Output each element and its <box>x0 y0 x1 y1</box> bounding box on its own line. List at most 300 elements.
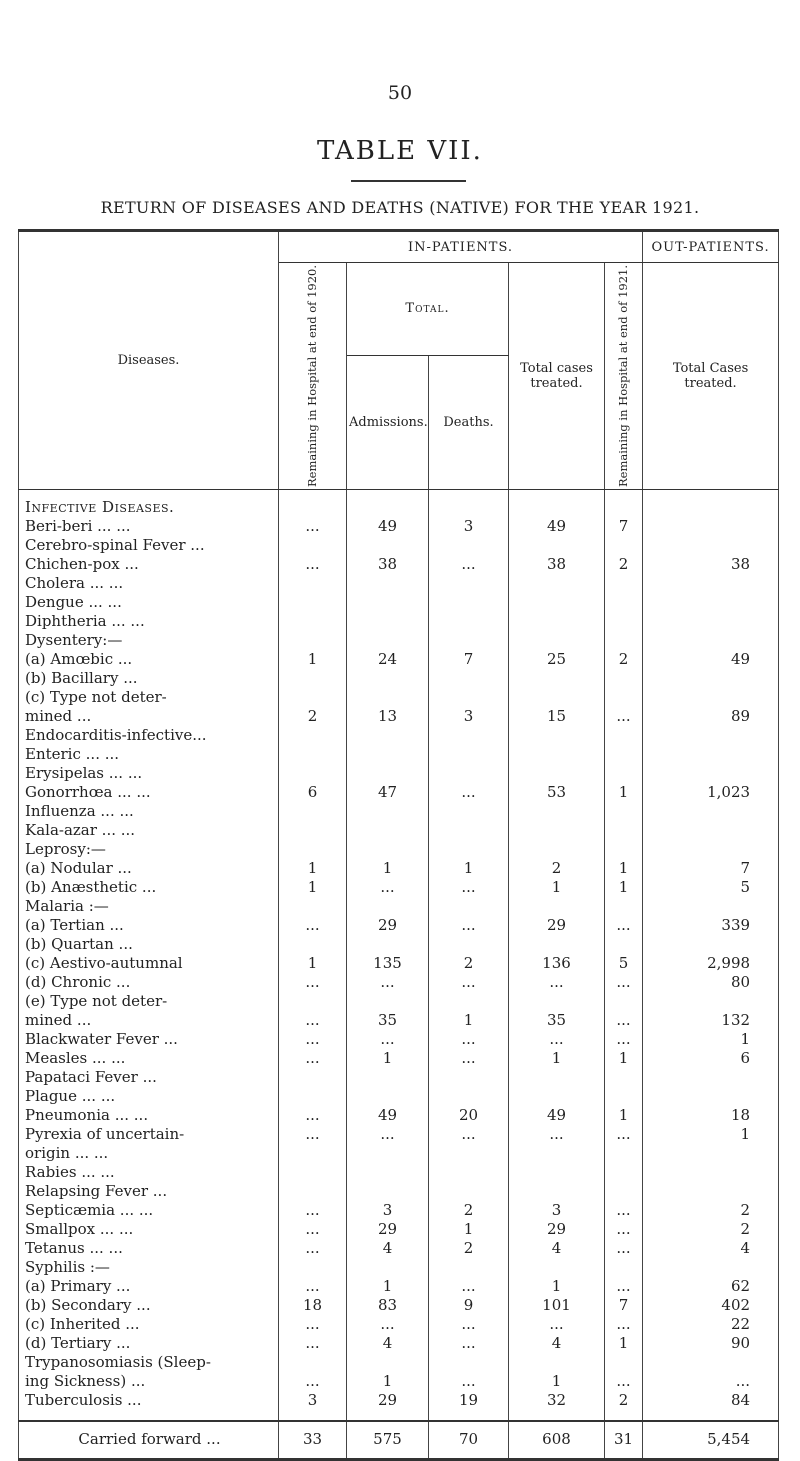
cell-admissions <box>347 1087 429 1106</box>
total-treated: 608 <box>509 1421 605 1460</box>
cell-rem-end <box>605 669 643 688</box>
cell-treated: 49 <box>509 517 605 536</box>
cell-out <box>643 593 779 612</box>
cell-rem-end <box>605 1163 643 1182</box>
cell-out <box>643 764 779 783</box>
cell-deaths <box>429 897 509 916</box>
cell-treated: 32 <box>509 1391 605 1410</box>
cell-treated <box>509 1087 605 1106</box>
cell-treated: ... <box>509 1030 605 1049</box>
disease-name: Papataci Fever ... <box>19 1068 279 1087</box>
disease-name: Chichen-pox ... <box>19 555 279 574</box>
cell-deaths: ... <box>429 1030 509 1049</box>
cell-rem-start <box>279 1068 347 1087</box>
cell-deaths <box>429 745 509 764</box>
cell-treated <box>509 574 605 593</box>
cell-out <box>643 1353 779 1372</box>
cell-out <box>643 840 779 859</box>
disease-name: (a) Nodular ... <box>19 859 279 878</box>
cell-treated: 15 <box>509 707 605 726</box>
cell-deaths: 1 <box>429 1220 509 1239</box>
table-row <box>19 555 779 574</box>
table-row <box>19 1277 779 1296</box>
cell-out <box>643 1068 779 1087</box>
cell-rem-start <box>279 1087 347 1106</box>
disease-name: mined ... <box>19 1011 279 1030</box>
cell-rem-end: 7 <box>605 517 643 536</box>
table-row <box>19 992 779 1011</box>
cell-admissions <box>347 802 429 821</box>
table-row <box>19 1220 779 1239</box>
cell-rem-start: ... <box>279 973 347 992</box>
cell-rem-start: ... <box>279 1106 347 1125</box>
cell-rem-end: 5 <box>605 954 643 973</box>
disease-name: (e) Type not deter- <box>19 992 279 1011</box>
disease-name: Erysipelas ... ... <box>19 764 279 783</box>
cell-admissions: ... <box>347 973 429 992</box>
cell-rem-start: ... <box>279 1030 347 1049</box>
table-row <box>19 1296 779 1315</box>
cell-treated <box>509 935 605 954</box>
cell-out <box>643 1163 779 1182</box>
cell-rem-start: 18 <box>279 1296 347 1315</box>
table-title: TABLE VII. <box>317 136 483 166</box>
cell-admissions <box>347 840 429 859</box>
disease-name: (b) Anæsthetic ... <box>19 878 279 897</box>
cell-admissions <box>347 1353 429 1372</box>
diseases-table <box>18 229 779 1461</box>
cell-rem-end: ... <box>605 916 643 935</box>
cell-treated <box>509 821 605 840</box>
cell-rem-start <box>279 992 347 1011</box>
cell-rem-end: 2 <box>605 650 643 669</box>
disease-name: Enteric ... ... <box>19 745 279 764</box>
cell-out <box>643 517 779 536</box>
disease-name: (c) Type not deter- <box>19 688 279 707</box>
cell-deaths: 1 <box>429 1011 509 1030</box>
cell-rem-start: 6 <box>279 783 347 802</box>
cell-admissions: 29 <box>347 916 429 935</box>
cell-admissions: ... <box>347 1125 429 1144</box>
total-deaths: 70 <box>429 1421 509 1460</box>
col-header-deaths: Deaths. <box>429 355 509 489</box>
title-underline <box>351 180 466 182</box>
col-header-remaining-1920: Remaining in Hospital at end of 1920. <box>279 263 347 490</box>
cell-deaths: ... <box>429 1315 509 1334</box>
col-header-admissions: Admissions. <box>347 355 429 489</box>
cell-deaths <box>429 593 509 612</box>
cell-rem-start: 1 <box>279 650 347 669</box>
table-row <box>19 631 779 650</box>
cell-admissions <box>347 688 429 707</box>
cell-treated <box>509 745 605 764</box>
cell-out: 2 <box>643 1220 779 1239</box>
cell-rem-end: 7 <box>605 1296 643 1315</box>
cell-deaths <box>429 726 509 745</box>
cell-deaths <box>429 802 509 821</box>
cell-rem-end <box>605 1353 643 1372</box>
cell-rem-end: 1 <box>605 878 643 897</box>
cell-deaths <box>429 764 509 783</box>
cell-rem-start <box>279 688 347 707</box>
cell-rem-end: ... <box>605 1220 643 1239</box>
cell-out: 4 <box>643 1239 779 1258</box>
table-row <box>19 1144 779 1163</box>
cell-deaths: ... <box>429 1049 509 1068</box>
cell-treated: 136 <box>509 954 605 973</box>
table-row <box>19 954 779 973</box>
cell-admissions: 49 <box>347 1106 429 1125</box>
cell-rem-end <box>605 574 643 593</box>
disease-name: Leprosy:— <box>19 840 279 859</box>
disease-name: Diphtheria ... ... <box>19 612 279 631</box>
cell-treated <box>509 1163 605 1182</box>
table-row <box>19 1353 779 1372</box>
cell-deaths: ... <box>429 555 509 574</box>
table-row <box>19 1182 779 1201</box>
cell-out: 22 <box>643 1315 779 1334</box>
cell-rem-start <box>279 764 347 783</box>
disease-name: (c) Inherited ... <box>19 1315 279 1334</box>
cell-deaths: 3 <box>429 707 509 726</box>
disease-name: (a) Amœbic ... <box>19 650 279 669</box>
cell-admissions <box>347 612 429 631</box>
table-row <box>19 669 779 688</box>
table-row <box>19 707 779 726</box>
disease-name: Influenza ... ... <box>19 802 279 821</box>
table-row <box>19 916 779 935</box>
cell-out: 1 <box>643 1125 779 1144</box>
cell-rem-end <box>605 935 643 954</box>
cell-out <box>643 897 779 916</box>
col-header-total: Total. <box>347 263 509 356</box>
cell-treated <box>509 1353 605 1372</box>
cell-out: 7 <box>643 859 779 878</box>
cell-deaths <box>429 631 509 650</box>
cell-treated: 101 <box>509 1296 605 1315</box>
cell-out <box>643 669 779 688</box>
cell-admissions: 35 <box>347 1011 429 1030</box>
disease-name: Cholera ... ... <box>19 574 279 593</box>
cell-out <box>643 1087 779 1106</box>
disease-name: Tetanus ... ... <box>19 1239 279 1258</box>
cell-out: 2 <box>643 1201 779 1220</box>
cell-admissions: 13 <box>347 707 429 726</box>
cell-deaths <box>429 992 509 1011</box>
table-row <box>19 859 779 878</box>
disease-name: Smallpox ... ... <box>19 1220 279 1239</box>
cell-rem-start: 3 <box>279 1391 347 1410</box>
cell-out: 1,023 <box>643 783 779 802</box>
cell-rem-start <box>279 1163 347 1182</box>
cell-treated: 38 <box>509 555 605 574</box>
cell-admissions: 3 <box>347 1201 429 1220</box>
cell-out <box>643 536 779 555</box>
table-row <box>19 1315 779 1334</box>
cell-rem-end <box>605 1182 643 1201</box>
cell-admissions: 4 <box>347 1334 429 1353</box>
cell-rem-end <box>605 631 643 650</box>
cell-deaths: 19 <box>429 1391 509 1410</box>
cell-treated: 1 <box>509 1049 605 1068</box>
cell-rem-end <box>605 764 643 783</box>
cell-rem-start: ... <box>279 517 347 536</box>
table-row <box>19 1125 779 1144</box>
cell-admissions <box>347 764 429 783</box>
cell-admissions <box>347 1163 429 1182</box>
cell-out <box>643 935 779 954</box>
cell-treated <box>509 536 605 555</box>
disease-name: (b) Quartan ... <box>19 935 279 954</box>
cell-out: 84 <box>643 1391 779 1410</box>
cell-treated: 29 <box>509 1220 605 1239</box>
cell-treated <box>509 1144 605 1163</box>
cell-admissions: 1 <box>347 1049 429 1068</box>
cell-deaths: 2 <box>429 1201 509 1220</box>
table-row <box>19 612 779 631</box>
cell-deaths: ... <box>429 1334 509 1353</box>
col-header-in-patients: IN-PATIENTS. <box>279 231 643 263</box>
cell-out: 80 <box>643 973 779 992</box>
table-row <box>19 517 779 536</box>
cell-admissions <box>347 1068 429 1087</box>
cell-deaths <box>429 688 509 707</box>
cell-rem-start <box>279 631 347 650</box>
cell-out <box>643 802 779 821</box>
table-row <box>19 1011 779 1030</box>
cell-admissions <box>347 897 429 916</box>
table-subtitle: RETURN OF DISEASES AND DEATHS (NATIVE) FOR THE YEAR 1921. <box>100 198 700 217</box>
cell-rem-start: ... <box>279 1334 347 1353</box>
disease-name: (d) Chronic ... <box>19 973 279 992</box>
cell-rem-end: 2 <box>605 1391 643 1410</box>
cell-admissions: 38 <box>347 555 429 574</box>
cell-deaths: 2 <box>429 954 509 973</box>
cell-treated <box>509 688 605 707</box>
cell-deaths: 1 <box>429 859 509 878</box>
total-admissions: 575 <box>347 1421 429 1460</box>
cell-rem-end: ... <box>605 707 643 726</box>
col-header-remaining-1921: Remaining in Hospital at end of 1921. <box>605 263 643 490</box>
cell-rem-end <box>605 726 643 745</box>
disease-name: Trypanosomiasis (Sleep- <box>19 1353 279 1372</box>
cell-rem-start <box>279 935 347 954</box>
cell-deaths <box>429 821 509 840</box>
cell-deaths <box>429 840 509 859</box>
cell-rem-start <box>279 536 347 555</box>
disease-name: (b) Secondary ... <box>19 1296 279 1315</box>
table-row <box>19 1030 779 1049</box>
col-header-out-total: Total Cases treated. <box>643 263 779 490</box>
cell-rem-start <box>279 669 347 688</box>
cell-out: 6 <box>643 1049 779 1068</box>
total-rem-end: 31 <box>605 1421 643 1460</box>
cell-rem-end <box>605 821 643 840</box>
table-row <box>19 897 779 916</box>
cell-rem-start: ... <box>279 1372 347 1391</box>
cell-treated <box>509 593 605 612</box>
cell-out <box>643 1182 779 1201</box>
cell-rem-end: ... <box>605 1125 643 1144</box>
category-heading: Infective Diseases. <box>19 489 279 517</box>
cell-rem-end <box>605 1144 643 1163</box>
cell-treated <box>509 631 605 650</box>
cell-rem-start <box>279 726 347 745</box>
cell-treated <box>509 802 605 821</box>
col-header-total-treated: Total cases treated. <box>509 263 605 490</box>
cell-rem-end <box>605 1258 643 1277</box>
cell-rem-start <box>279 821 347 840</box>
cell-rem-start: 1 <box>279 878 347 897</box>
cell-admissions: 47 <box>347 783 429 802</box>
cell-admissions <box>347 593 429 612</box>
cell-deaths: ... <box>429 1125 509 1144</box>
cell-rem-end <box>605 840 643 859</box>
cell-rem-end: 1 <box>605 783 643 802</box>
cell-out: 2,998 <box>643 954 779 973</box>
table-row <box>19 840 779 859</box>
cell-deaths <box>429 1353 509 1372</box>
disease-name: Malaria :— <box>19 897 279 916</box>
cell-rem-end: ... <box>605 1277 643 1296</box>
disease-name: Blackwater Fever ... <box>19 1030 279 1049</box>
disease-name: Cerebro-spinal Fever ... <box>19 536 279 555</box>
cell-admissions: 135 <box>347 954 429 973</box>
cell-rem-end: ... <box>605 1201 643 1220</box>
table-row <box>19 745 779 764</box>
cell-admissions: 1 <box>347 1277 429 1296</box>
disease-name: Pneumonia ... ... <box>19 1106 279 1125</box>
cell-admissions: 1 <box>347 859 429 878</box>
cell-admissions <box>347 992 429 1011</box>
cell-admissions: 24 <box>347 650 429 669</box>
cell-deaths: ... <box>429 1372 509 1391</box>
cell-treated <box>509 897 605 916</box>
cell-rem-start: ... <box>279 1220 347 1239</box>
table-row <box>19 688 779 707</box>
table-row <box>19 536 779 555</box>
cell-rem-end: ... <box>605 1315 643 1334</box>
disease-name: (a) Tertian ... <box>19 916 279 935</box>
cell-deaths <box>429 574 509 593</box>
table-row <box>19 726 779 745</box>
disease-name: Measles ... ... <box>19 1049 279 1068</box>
cell-admissions <box>347 1182 429 1201</box>
table-row <box>19 1106 779 1125</box>
cell-rem-start <box>279 612 347 631</box>
cell-deaths: ... <box>429 916 509 935</box>
cell-rem-start: ... <box>279 1315 347 1334</box>
cell-rem-end <box>605 536 643 555</box>
table-row <box>19 1201 779 1220</box>
cell-deaths <box>429 1087 509 1106</box>
cell-deaths <box>429 669 509 688</box>
cell-out <box>643 574 779 593</box>
cell-rem-start: 2 <box>279 707 347 726</box>
cell-deaths: ... <box>429 973 509 992</box>
cell-out <box>643 726 779 745</box>
cell-admissions <box>347 669 429 688</box>
cell-out: 62 <box>643 1277 779 1296</box>
col-header-diseases: Diseases. <box>19 231 279 490</box>
cell-deaths: 9 <box>429 1296 509 1315</box>
cell-admissions <box>347 821 429 840</box>
cell-rem-start <box>279 1182 347 1201</box>
cell-rem-start <box>279 745 347 764</box>
cell-rem-start: ... <box>279 916 347 935</box>
cell-out: 402 <box>643 1296 779 1315</box>
cell-rem-end <box>605 1068 643 1087</box>
cell-treated: 3 <box>509 1201 605 1220</box>
cell-treated: 1 <box>509 878 605 897</box>
cell-rem-start: 1 <box>279 954 347 973</box>
cell-out <box>643 631 779 650</box>
disease-name: Dysentery:— <box>19 631 279 650</box>
carried-forward-row <box>19 1421 779 1460</box>
disease-name: ing Sickness) ... <box>19 1372 279 1391</box>
table-row <box>19 764 779 783</box>
cell-admissions <box>347 935 429 954</box>
cell-rem-end: ... <box>605 1030 643 1049</box>
table-row <box>19 1372 779 1391</box>
cell-rem-start <box>279 1353 347 1372</box>
cell-rem-start <box>279 840 347 859</box>
disease-name: (a) Primary ... <box>19 1277 279 1296</box>
cell-admissions <box>347 1144 429 1163</box>
disease-name: Dengue ... ... <box>19 593 279 612</box>
cell-deaths <box>429 1068 509 1087</box>
cell-treated: 1 <box>509 1372 605 1391</box>
cell-deaths: 2 <box>429 1239 509 1258</box>
table-row <box>19 1258 779 1277</box>
cell-deaths <box>429 612 509 631</box>
table-row <box>19 878 779 897</box>
cell-out: 339 <box>643 916 779 935</box>
cell-out <box>643 1144 779 1163</box>
cell-rem-end <box>605 688 643 707</box>
total-rem-start: 33 <box>279 1421 347 1460</box>
table-row <box>19 1334 779 1353</box>
table-row <box>19 973 779 992</box>
cell-deaths <box>429 1163 509 1182</box>
disease-name: mined ... <box>19 707 279 726</box>
cell-rem-start: ... <box>279 555 347 574</box>
cell-treated: 35 <box>509 1011 605 1030</box>
cell-rem-end: ... <box>605 1372 643 1391</box>
cell-treated <box>509 612 605 631</box>
cell-treated <box>509 992 605 1011</box>
cell-out <box>643 745 779 764</box>
cell-treated: 4 <box>509 1334 605 1353</box>
cell-rem-start: ... <box>279 1201 347 1220</box>
cell-treated <box>509 764 605 783</box>
cell-rem-start <box>279 574 347 593</box>
cell-out: 18 <box>643 1106 779 1125</box>
cell-rem-end <box>605 612 643 631</box>
cell-admissions <box>347 726 429 745</box>
cell-rem-end <box>605 745 643 764</box>
cell-deaths <box>429 1144 509 1163</box>
cell-admissions: 4 <box>347 1239 429 1258</box>
cell-rem-start <box>279 1258 347 1277</box>
cell-admissions <box>347 1258 429 1277</box>
cell-admissions: 83 <box>347 1296 429 1315</box>
cell-admissions: 1 <box>347 1372 429 1391</box>
cell-deaths: 3 <box>429 517 509 536</box>
disease-name: Septicæmia ... ... <box>19 1201 279 1220</box>
disease-name: (c) Aestivo-autumnal <box>19 954 279 973</box>
cell-admissions <box>347 574 429 593</box>
